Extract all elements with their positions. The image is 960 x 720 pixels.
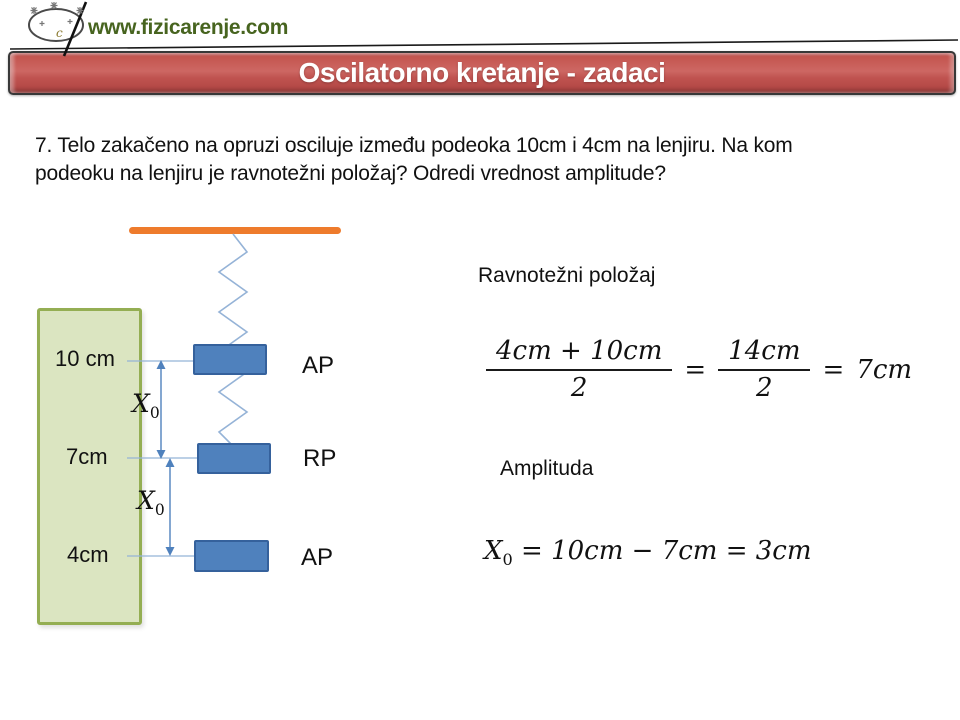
displacement-subscript: 0 (149, 404, 160, 422)
svg-text:c: c (56, 26, 63, 40)
ruler-mark-4cm: 4cm (67, 542, 109, 567)
position-label-rp: RP (303, 445, 337, 472)
equals-sign-2: = (822, 354, 845, 385)
displacement-label-lower (137, 486, 165, 519)
amplitude-heading: Amplituda (500, 457, 594, 480)
dimension-arrow-lower (166, 458, 175, 556)
displacement-subscript: 0 (154, 501, 165, 519)
site-logo (8, 0, 338, 58)
amplitude-expression: = 10cm − 7cm = 3cm (512, 536, 812, 566)
fraction-1-numerator: 4cm + 10cm (486, 336, 672, 371)
slide-title: Oscilatorno kretanje - zadaci (298, 57, 666, 88)
fraction-1-denominator: 2 (570, 373, 588, 403)
mass-block-rp (197, 443, 271, 474)
problem-line-1: 7. Telo zakačeno na opruzi osciluje između podeoka 10cm i 4cm na lenjiru. Na kom (35, 134, 793, 157)
displacement-symbol: X (137, 486, 155, 515)
amplitude-symbol: X (484, 536, 503, 566)
position-label-ap-bottom: AP (301, 544, 334, 571)
fraction-2-numerator: 14cm (718, 336, 810, 371)
spring-icon (219, 234, 247, 446)
equals-sign-1: = (684, 354, 707, 385)
mass-block-bottom-ap (194, 540, 269, 572)
fraction-2 (718, 336, 810, 403)
equilibrium-heading: Ravnotežni položaj (478, 264, 656, 287)
amplitude-subscript: 0 (502, 550, 513, 570)
logo-text: www.fizicarenje.com (88, 16, 289, 39)
problem-line-2: podeoku na lenjiru je ravnotežni položaj? Odredi vrednost amplitude? (35, 162, 666, 185)
fraction-1 (486, 336, 672, 403)
problem-text (35, 132, 895, 188)
fraction-2-denominator: 2 (756, 373, 773, 403)
position-label-ap-top: AP (302, 352, 335, 379)
equilibrium-result: 7cm (856, 354, 913, 385)
amplitude-formula (484, 536, 812, 569)
ruler-mark-10cm: 10 cm (55, 346, 115, 371)
mass-block-top-ap (193, 344, 267, 375)
displacement-label-upper (132, 389, 160, 422)
ruler-mark-7cm: 7cm (66, 444, 108, 469)
displacement-symbol: X (132, 389, 150, 418)
ceiling-bar (129, 227, 341, 234)
equilibrium-formula (486, 336, 912, 403)
